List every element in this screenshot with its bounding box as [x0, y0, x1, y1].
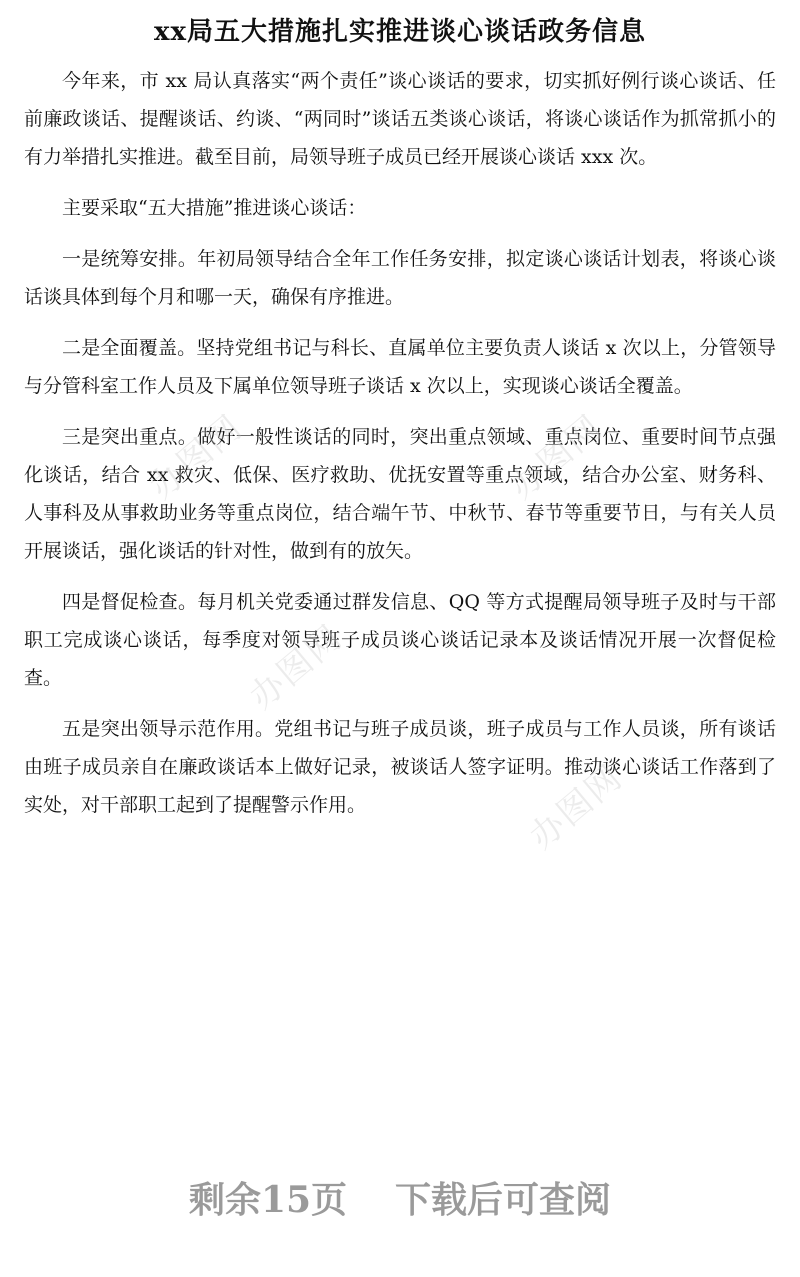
document-title: xx局五大措施扎实推进谈心谈话政务信息	[153, 17, 646, 47]
paragraph-measure-1: 一是统筹安排。年初局领导结合全年工作任务安排，拟定谈心谈话计划表，将谈心谈话谈具体到每个月和哪一天，确保有序推进。	[24, 248, 776, 308]
remaining-pages-banner[interactable]	[0, 1172, 800, 1223]
watermark-4: 办图网	[522, 757, 631, 858]
watermark-2: 办图网	[502, 407, 611, 508]
watermark-3: 办图网	[242, 617, 351, 718]
remaining-pages-label: 剩余15页	[188, 1179, 348, 1221]
document-body	[24, 62, 776, 837]
paragraph-measure-4: 四是督促检查。每月机关党委通过群发信息、QQ 等方式提醒局领导班子及时与干部职工完成谈心谈话，每季度对领导班子成员谈心谈话记录本及谈话情况开展一次督促检查。	[24, 591, 776, 689]
paragraph-measure-2: 二是全面覆盖。坚持党组书记与科长、直属单位主要负责人谈话 x 次以上，分管领导与分管科室工作人员及下属单位领导班子谈话 x 次以上，实现谈心谈话全覆盖。	[24, 337, 776, 397]
download-hint-label: 下载后可查阅	[395, 1179, 612, 1221]
paragraph-measure-5: 五是突出领导示范作用。党组书记与班子成员谈，班子成员与工作人员谈，所有谈话由班子成员亲自在廉政谈话本上做好记录，被谈话人签字证明。推动谈心谈话工作落到了实处，对干部职工起到了提醒警示作用。	[24, 718, 776, 816]
paragraph-intro: 今年来，市 xx 局认真落实“两个责任”谈心谈话的要求，切实抓好例行谈心谈话、任前廉政谈话、提醒谈话、约谈、“两同时”谈话五类谈心谈话，将谈心谈话作为抓常抓小的有力举措扎实推进。截至目前，局领导班子成员已经开展谈心谈话 xxx 次。	[24, 70, 776, 168]
watermark-1: 办图网	[142, 407, 251, 508]
paragraph-measures-lead: 主要采取“五大措施”推进谈心谈话：	[62, 197, 367, 219]
paragraph-measure-3: 三是突出重点。做好一般性谈话的同时，突出重点领域、重点岗位、重要时间节点强化谈话，结合 xx 救灾、低保、医疗救助、优抚安置等重点领域，结合办公室、财务科、人事科及从事救助业务等重点岗位，结合端午节、中秋节、春节等重要节日，与有关人员开展谈话，强化谈话的针对性，做到有的放矢。	[24, 426, 776, 562]
